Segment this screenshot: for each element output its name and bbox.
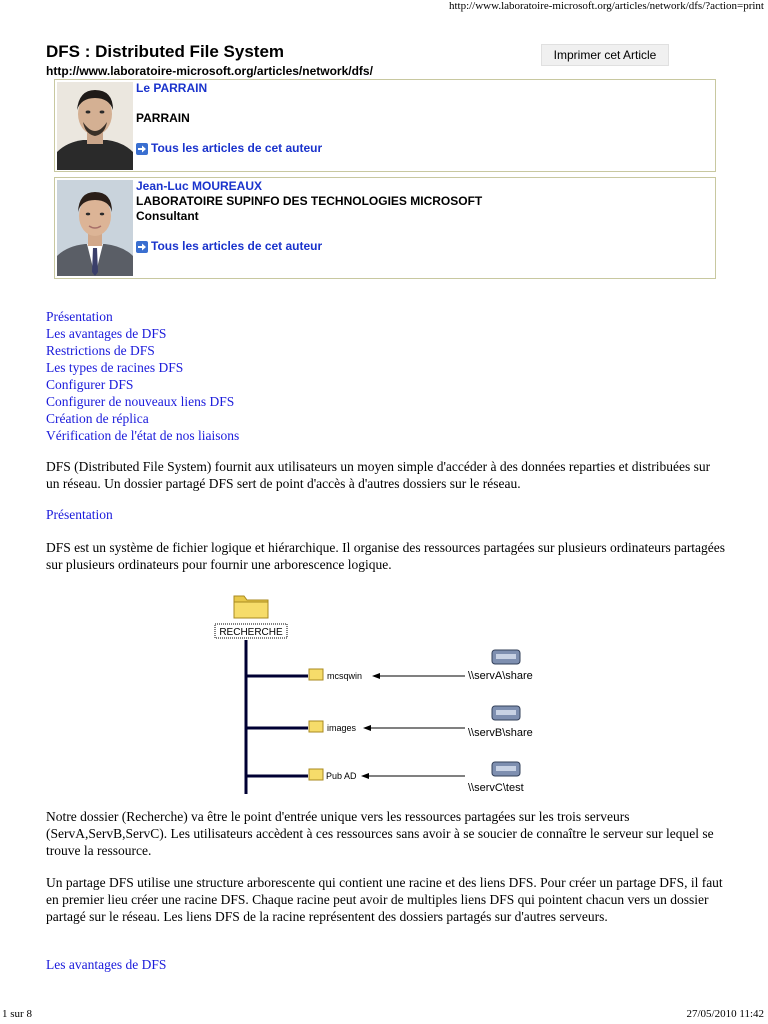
author-name[interactable]: Le PARRAIN — [136, 81, 208, 95]
toc-link-avantages[interactable]: Les avantages de DFS — [46, 326, 167, 341]
page-title: DFS : Distributed File System — [46, 42, 285, 61]
author-card — [54, 177, 716, 279]
page-number: 1 sur 8 — [2, 1008, 32, 1020]
author-photo — [57, 82, 133, 170]
root-folder-icon — [234, 596, 268, 618]
toc-item — [46, 325, 239, 342]
toc-item — [46, 308, 239, 325]
toc-link-verification[interactable]: Vérification de l'état de nos liaisons — [46, 428, 240, 443]
toc-item — [46, 342, 239, 359]
presentation-paragraph: DFS est un système de fichier logique et hiérarchique. Il organise des ressources partagées sur plusieurs ordinateurs partagées sur plusieurs ordinateurs pour fournir une arborescence logique. — [46, 540, 726, 572]
server-label: \\servC\test — [468, 782, 524, 794]
root-label: RECHERCHE — [219, 627, 283, 638]
server-label: \\servA\share — [468, 670, 533, 682]
print-url: http://www.laboratoire-microsoft.org/articles/network/dfs/?action=print — [448, 0, 764, 12]
server-icon — [492, 706, 520, 720]
article-url: http://www.laboratoire-microsoft.org/articles/network/dfs/ — [46, 64, 373, 78]
author-articles-link[interactable] — [136, 141, 711, 156]
toc-link-configurer[interactable]: Configurer DFS — [46, 377, 134, 392]
author-articles-link[interactable] — [136, 239, 711, 254]
author-role: Consultant — [136, 209, 199, 223]
folder-icon — [309, 669, 323, 680]
table-of-contents — [46, 308, 239, 444]
server-label: \\servB\share — [468, 727, 533, 739]
toc-item — [46, 410, 239, 427]
print-date: 27/05/2010 11:42 — [686, 1008, 764, 1020]
toc-link-replica[interactable]: Création de réplica — [46, 411, 149, 426]
toc-link-nouveaux-liens[interactable]: Configurer de nouveaux liens DFS — [46, 394, 235, 409]
section-link-presentation[interactable]: Présentation — [46, 507, 113, 522]
author-role: PARRAIN — [136, 111, 190, 125]
author-org — [136, 96, 711, 111]
section-link-avantages[interactable]: Les avantages de DFS — [46, 957, 167, 972]
server-icon — [492, 650, 520, 664]
intro-paragraph: DFS (Distributed File System) fournit aux utilisateurs un moyen simple d'accéder à des données reparties et distribuées sur un réseau. Un dossier partagé DFS sert de point d'accès à d'autres dossiers sur le réseau. — [46, 459, 711, 491]
author-articles-label: Tous les articles de cet auteur — [151, 141, 323, 155]
author-name[interactable]: Jean-Luc MOUREAUX — [136, 179, 263, 193]
root-paragraph: Notre dossier (Recherche) va être le point d'entrée unique vers les ressources partagées sur les trois serveurs (ServA,ServB,ServC). Les utilisateurs accèdent à ces ressources sans avoir à se soucier de connaître le serveur sur lequel se trouve la ressource. — [46, 809, 714, 858]
toc-link-restrictions[interactable]: Restrictions de DFS — [46, 343, 155, 358]
toc-item — [46, 393, 239, 410]
folder-label: mcsqwin — [327, 671, 363, 681]
toc-item — [46, 376, 239, 393]
arrow-right-icon — [136, 241, 148, 253]
author-card — [54, 79, 716, 172]
author-org: LABORATOIRE SUPINFO DES TECHNOLOGIES MICROSOFT — [136, 194, 483, 208]
avatar-icon — [57, 180, 133, 276]
toc-link-presentation[interactable]: Présentation — [46, 309, 113, 324]
folder-icon — [309, 769, 323, 780]
server-icon — [492, 762, 520, 776]
author-photo — [57, 180, 133, 276]
toc-link-types-racines[interactable]: Les types de racines DFS — [46, 360, 184, 375]
author-articles-label: Tous les articles de cet auteur — [151, 239, 323, 253]
share-paragraph: Un partage DFS utilise une structure arborescente qui contient une racine et des liens DFS. Pour créer un partage DFS, il faut en premier lieu créer une racine DFS. Chaque racine peut avoir de multiples liens DFS qui pointent chacun vers un dossier partagé sur le réseau. Les liens DFS de la racine représentent des dossiers partagés sur d'autres serveurs. — [46, 875, 723, 924]
author-extra — [136, 224, 711, 239]
print-article-button[interactable]: Imprimer cet Article — [541, 44, 669, 66]
toc-item — [46, 427, 239, 444]
folder-label: Pub AD — [326, 771, 357, 781]
author-extra — [136, 126, 711, 141]
folder-label: images — [327, 723, 357, 733]
avatar-icon — [57, 82, 133, 170]
toc-item — [46, 359, 239, 376]
folder-icon — [309, 721, 323, 732]
dfs-tree-diagram — [200, 586, 580, 798]
arrow-right-icon — [136, 143, 148, 155]
